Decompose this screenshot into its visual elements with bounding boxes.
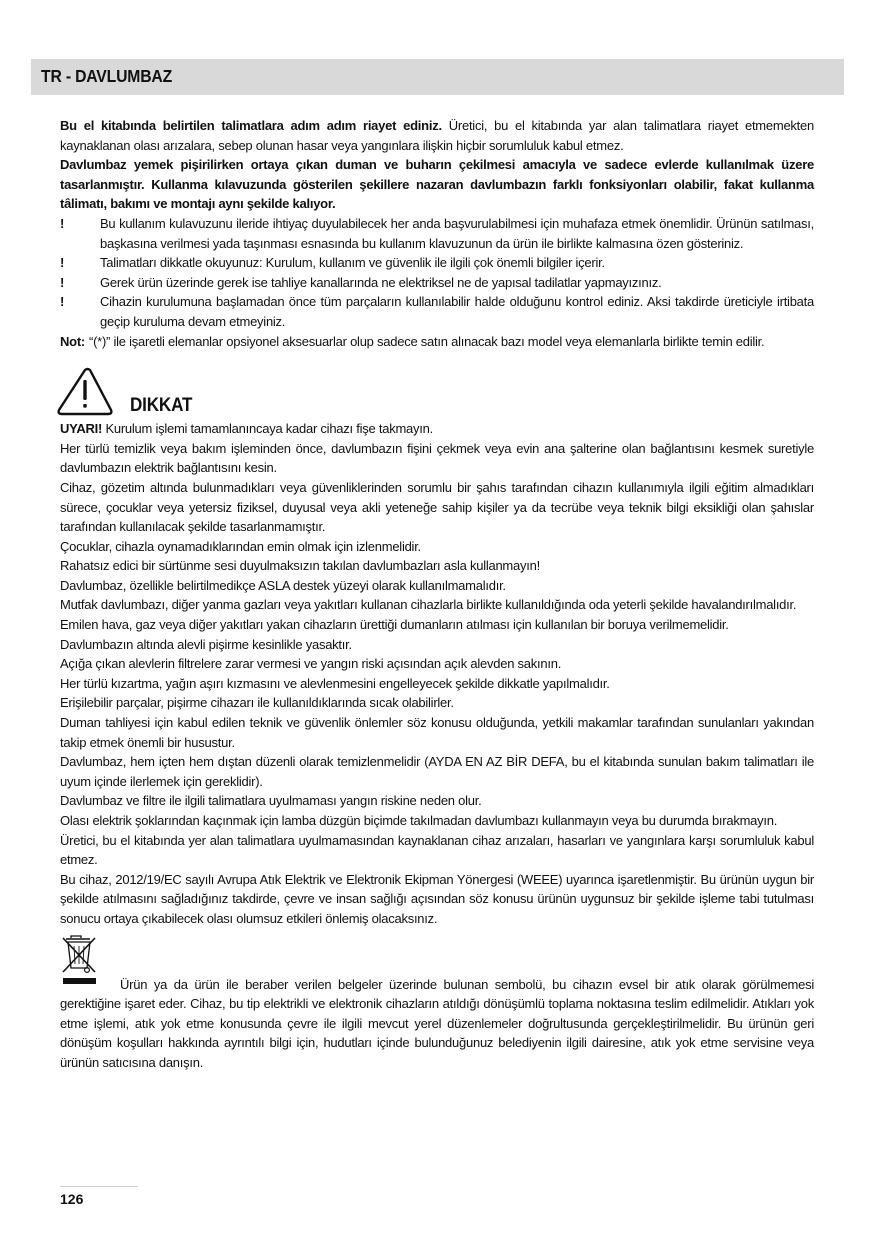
crossed-out-wheelie-bin-icon xyxy=(60,934,100,994)
section-header-band xyxy=(31,59,844,95)
section-title: TR - DAVLUMBAZ xyxy=(41,66,173,86)
bullet-text: Bu kullanım kulavuzunu ileride ihtiyaç duyulabilecek her anda başvurulabilmesi için muhafaza etmek önemlidir. Ürünün satılması, başkasına verilmesi yada taşınması esnasında bu kullanım klavuzunun da ürün ile birlikte kalmasına özen gösteriniz. xyxy=(100,215,814,251)
intro-paragraph-1 xyxy=(60,116,814,155)
warning-paragraph: Her türlü temizlik veya bakım işleminden önce, davlumbazın fişini çekmek veya evin ana şalterine olan bağlantısını kesmek suretiyle davlumbazın elektrik bağlantısını kesin. xyxy=(60,440,814,476)
warning-paragraph: Davlumbaz, özellikle belirtilmedikçe ASLA destek yüzeyi olarak kullanılmamalıdır. xyxy=(60,577,506,593)
exclamation-mark-icon: ! xyxy=(60,274,65,290)
uyari-text: Kurulum işlemi tamamlanıncaya kadar cihazı fişe takmayın. xyxy=(102,421,433,437)
warning-paragraph: Üretici, bu el kitabında yer alan talimatlara uyulmamasından kaynaklanan cihaz arızaları, hasarları ve yangınlara karşı sorumluluk kabul etmez. xyxy=(60,832,814,868)
warning-uyari-paragraph xyxy=(60,419,814,439)
page-number: 126 xyxy=(60,1191,84,1207)
warning-paragraph: Her türlü kızartma, yağın aşırı kızmasını ve alevlenmesini engelleyecek şekilde dikkatle yapılmalıdır. xyxy=(60,675,610,691)
manual-content xyxy=(60,116,814,1073)
warning-paragraph: Cihaz, gözetim altında bulunmadıkları veya güvenliklerinden sorumlu bir şahıs tarafından cihazın kullanımıyla ilgili eğitim almadıkları sürece, çocuklar veya yetersiz fiziksel, duyusal veya akli yeteneğe sahip kişiler ya da tecrübe veya teknik bilgi eksikliği olan şahıslar tarafından kullanılacak şekilde tasarlanmamıştır. xyxy=(60,479,814,535)
warning-triangle-icon xyxy=(57,367,113,417)
warning-paragraph: Erişilebilir parçalar, pişirme cihazarı ile kullanıldıklarında sıcak olabilirler. xyxy=(60,695,454,711)
warning-title: DIKKAT xyxy=(130,395,193,417)
warning-paragraph: Davlumbaz, hem içten hem dıştan düzenli olarak temizlenmelidir (AYDA EN AZ BİR DEFA, bu el kitabında sunulan bakım talimatları ile uyum içinde ilerlemek için gereklidir). xyxy=(60,754,814,789)
intro-bold-lead: Bu el kitabında belirtilen talimatlara adım adım riayet ediniz. xyxy=(60,118,442,133)
warning-paragraph: Davlumbaz ve filtre ile ilgili talimatlara uyulmaması yangın riskine neden olur. xyxy=(60,793,482,809)
bullet-text: Cihazin kurulumuna başlamadan önce tüm parçaların kullanılabilir halde olduğunu kontrol ediniz. Aksi takdirde üreticiyle irtibata geçip kuruluma devam etmeyiniz. xyxy=(100,294,814,329)
exclamation-mark-icon: ! xyxy=(60,215,65,231)
intro-rest-text: Üretici, bu el kitabında yar alan talimatlara riayet etmemekten kaynaklanan olası arızalara, sebep olunan hasar veya yangınlara ilişkin hiçbir sorumluluk kabul etmez. xyxy=(60,118,815,153)
weee-disposal-section xyxy=(60,934,814,1073)
warning-paragraph: Rahatsız edici bir sürtünme sesi duyulmaksızın takılan davlumbazları asla kullanmayın! xyxy=(60,558,540,574)
exclamation-mark-icon: ! xyxy=(60,294,65,310)
note-text: “(*)” ile işaretli elemanlar opsiyonel aksesuarlar olup sadece satın alınacak bazı model veya elemanlarla birlikte temin edilir. xyxy=(89,333,765,349)
bullet-item xyxy=(60,253,814,273)
warning-paragraph: Davlumbazın altında alevli pişirme kesinlikle yasaktır. xyxy=(60,636,352,652)
bullet-item xyxy=(60,273,814,293)
weee-paragraph: Ürün ya da ürün ile beraber verilen belgeler üzerinde bulunan sembolü, bu cihazın evsel bir atık olarak görülmemesi gerektiğine işaret eder. Cihaz, bu tip elektrikli ve elektronik cihazların atıldığı dönüşümlü toplama noktasına teslim edilmelidir. Atıkları yok etme işlemi, atık yok etme konusunda çevre ile ilgili mevcut yerel düzenlemeler doğrultusunda gerçekleştirilmelidir. Bu ürünün geri dönüşüm koşulları hakkında ayrıntılı bilgi için, hudutları içinde bulunduğunuz belediyenin ilgili dairesine, atık yok etme servisine veya ürünün satıcısına danışın. xyxy=(60,976,814,1070)
bullet-text: Talimatları dikkatle okuyunuz: Kurulum, kullanım ve güvenlik ile ilgili çok önemli bilgiler içerir. xyxy=(100,255,605,271)
warning-paragraph: Mutfak davlumbazı, diğer yanma gazları veya yakıtları kullanan cihazlarla birlikte kullanıldığında oda yeterli şekilde havalandırılmalıdır. xyxy=(60,597,797,613)
note-label: Not: xyxy=(60,333,85,349)
warning-header xyxy=(60,367,814,419)
warning-paragraph: Bu cihaz, 2012/19/EC sayılı Avrupa Atık Elektrik ve Elektronik Ekipman Yönergesi (WEEE) uyarınca işaretlenmiştir. Bu ürünün uygun bir şekilde atılmasını sağladığınız takdirde, çevre ve insan sağlığı açısından söz konusu ürünün uygunsuz bir şekilde işleme tabi tutulması sonucu ortaya çıkabilecek olası olumsuz etkileri önlemiş olacaksınız. xyxy=(60,871,814,926)
bullet-text: Gerek ürün üzerinde gerek ise tahliye kanallarında ne elektriksel ne de yapısal tadilatlar yapmayızınız. xyxy=(100,274,662,290)
footer-divider xyxy=(60,1186,138,1187)
warning-paragraph: Olası elektrik şoklarından kaçınmak için lamba düzgün biçimde takılmadan davlumbazı kullanmayın veya bu durumda bırakmayın. xyxy=(60,813,778,828)
note-item xyxy=(60,332,814,352)
intro-paragraph-2: Davlumbaz yemek pişirilirken ortaya çıkan duman ve buharın çekilmesi amacıyla ve sadece evlerde kullanılmak üzere tasarlanmıştır. Kullanma kılavuzunda gösterilen şekillere nazaran davlumbazın farklı fonksiyonları olabilir, fakat kullanma tâlimatı, bakımı ve montajı aynı şekilde kalıyor. xyxy=(60,157,814,212)
warning-paragraph: Duman tahliyesi için kabul edilen teknik ve güvenlik önlemler söz konusu olduğunda, yetkili makamlar tarafından sunulanları yakından takip etmek önemli bir husustur. xyxy=(60,715,814,750)
bullet-item xyxy=(60,292,814,331)
warning-paragraph: Çocuklar, cihazla oynamadıklarından emin olmak için izlenmelidir. xyxy=(60,538,421,554)
uyari-label: UYARI! xyxy=(60,421,103,437)
exclamation-mark-icon: ! xyxy=(60,255,65,271)
warning-paragraph: Emilen hava, gaz veya diğer yakıtları yakan cihazların ürettiği dumanların atılması için kullanılan bir boruya verilmemelidir. xyxy=(60,617,729,633)
warning-paragraph: Açığa çıkan alevlerin filtrelere zarar vermesi ve yangın riski açısından açık alevden sakının. xyxy=(60,656,562,672)
bullet-item xyxy=(60,214,814,253)
